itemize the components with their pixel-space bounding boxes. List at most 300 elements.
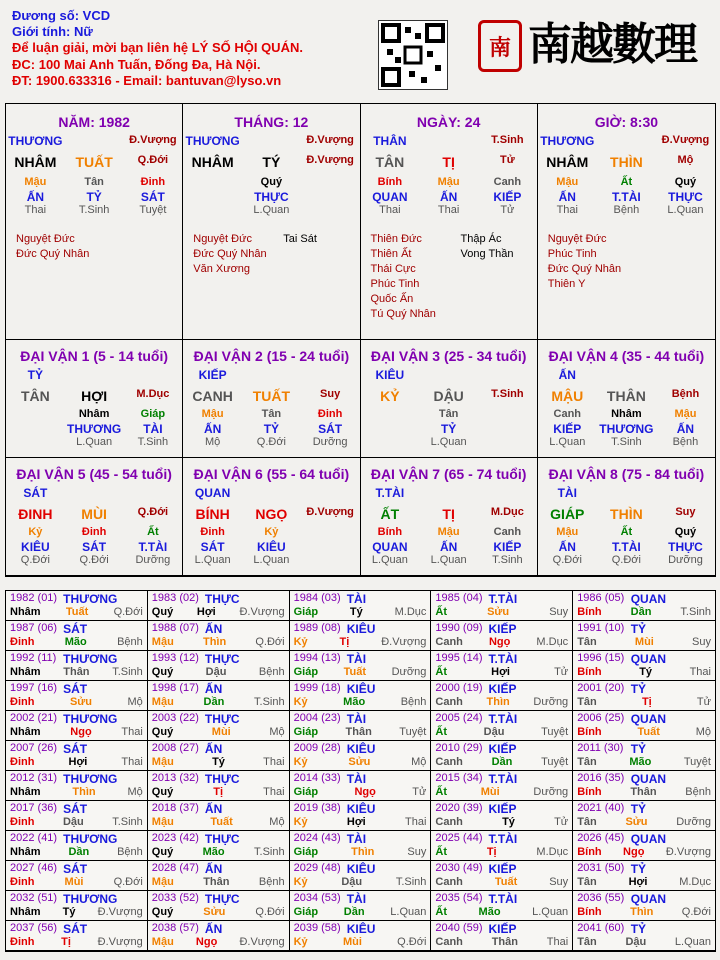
year-stem: Đinh — [10, 636, 35, 648]
pillar-stem-row — [361, 154, 537, 170]
branch-phase: M.Dục — [136, 388, 170, 400]
hidden-stem — [183, 176, 242, 190]
hidden-stem-row — [183, 176, 359, 190]
year-phase: Tử — [412, 786, 427, 798]
dai-van-stem-row — [538, 506, 715, 522]
hidden-phase: Dưỡng — [312, 436, 348, 448]
hidden-god-row — [361, 190, 537, 204]
year-god: THƯƠNG — [63, 832, 118, 846]
annual-top — [435, 622, 568, 636]
year-god: T.TÀI — [488, 712, 518, 726]
hidden-phase-row — [361, 436, 537, 450]
hidden-phase: Thai — [24, 204, 47, 216]
hidden-stem: Mậu — [674, 408, 697, 420]
year-stem: Giáp — [293, 846, 319, 858]
hidden-stem-row — [183, 526, 359, 540]
bad-stars — [461, 232, 514, 322]
year-branch: Sửu — [69, 696, 92, 708]
year-phase: T.Sinh — [395, 876, 427, 888]
year-branch: Tý — [502, 816, 515, 828]
hidden-god: SÁT — [200, 540, 225, 554]
year-god: THỰC — [204, 772, 240, 786]
hidden-stem-row — [6, 176, 182, 190]
hidden-phase: L.Quan — [253, 204, 290, 216]
year-phase: T.Sinh — [254, 846, 285, 858]
good-stars — [371, 232, 461, 322]
year-branch: Hợi — [346, 816, 366, 828]
earthly-branch: NGỌ — [255, 506, 288, 522]
heavenly-stem: TÂN — [375, 154, 405, 170]
year-branch: Dần — [491, 756, 513, 768]
annual-bottom — [152, 726, 285, 738]
good-star: Tú Quý Nhân — [370, 308, 436, 320]
year-phase: Q.Đới — [255, 636, 285, 648]
heavenly-stem: MẬU — [551, 388, 584, 404]
good-star: Đức Quý Nhân — [547, 263, 622, 275]
year-god: ẤN — [204, 862, 223, 876]
hidden-god: TỶ — [86, 190, 102, 204]
hidden-god-row — [183, 422, 359, 436]
year-stem: Mậu — [151, 756, 174, 768]
year-phase: Dưỡng — [533, 786, 569, 798]
good-stars — [193, 232, 283, 277]
dai-van-cell — [538, 458, 715, 576]
hidden-phase: L.Quan — [667, 204, 704, 216]
hidden-god: ẤN — [439, 540, 458, 554]
year-stem: Quý — [151, 726, 174, 738]
hidden-stem: Mậu — [437, 526, 460, 538]
hidden-stem-row — [538, 526, 715, 540]
year-phase: Thai — [263, 756, 285, 768]
hidden-stem: Mậu — [556, 176, 579, 188]
hidden-god-row — [183, 540, 359, 554]
ten-god-stem: THƯƠNG — [540, 134, 595, 148]
year-branch: Thân — [491, 936, 518, 948]
annual-top — [294, 712, 427, 726]
annual-cell — [290, 831, 432, 861]
year-god: ẤN — [204, 682, 223, 696]
year-stem: Giáp — [293, 906, 319, 918]
year-stem: Giáp — [293, 786, 319, 798]
contact-address: ĐC: 100 Mai Anh Tuấn, Đống Đa, Hà Nội. — [12, 56, 261, 72]
annual-top — [152, 652, 285, 666]
hidden-stem: Canh — [493, 526, 522, 538]
year-stem: Tân — [577, 876, 597, 888]
pillar-grid — [5, 103, 716, 577]
year-god: QUAN — [630, 832, 667, 846]
annual-cell — [573, 891, 715, 921]
hidden-phase — [183, 204, 242, 218]
good-star: Đức Quý Nhân — [16, 248, 90, 260]
earthly-branch: MÙI — [81, 506, 107, 522]
pillar-cell — [538, 104, 715, 340]
hidden-phase: L.Quan — [194, 554, 231, 566]
year-god: T.TÀI — [488, 832, 518, 846]
year-label: 1984 (03) — [293, 592, 341, 604]
year-god: THỰC — [204, 592, 240, 606]
pillar-top-row — [361, 134, 537, 148]
annual-cell — [148, 861, 290, 891]
annual-cell — [573, 651, 715, 681]
annual-bottom — [10, 726, 143, 738]
year-label: 2015 (34) — [435, 772, 483, 784]
year-branch: Thìn — [351, 846, 375, 858]
annual-top — [435, 742, 568, 756]
year-branch: Dần — [630, 606, 652, 618]
annual-top — [294, 892, 427, 906]
year-god: TÀI — [346, 592, 367, 606]
year-god: T.TÀI — [488, 592, 518, 606]
year-stem: Mậu — [151, 876, 174, 888]
annual-bottom — [577, 906, 711, 918]
annual-cell — [290, 711, 432, 741]
hidden-stem: Ất — [620, 176, 633, 188]
year-god: SÁT — [63, 862, 88, 876]
year-stem: Mậu — [151, 636, 174, 648]
year-phase: Q.Đới — [681, 906, 711, 918]
hidden-stem: Quý — [260, 176, 283, 188]
year-god: THƯƠNG — [63, 712, 118, 726]
year-god: QUAN — [630, 652, 667, 666]
annual-bottom — [10, 666, 143, 678]
hidden-phase — [361, 436, 420, 450]
annual-cell — [431, 711, 573, 741]
earthly-branch: TÝ — [262, 154, 281, 170]
annual-top — [577, 772, 711, 786]
dai-van-god: KIÊU — [375, 368, 405, 382]
hidden-stem: Tân — [261, 408, 282, 420]
year-phase: Tuyệt — [541, 726, 569, 738]
year-stem: Kỷ — [293, 876, 308, 888]
year-branch: Mùi — [634, 636, 654, 648]
year-stem: Đinh — [10, 756, 35, 768]
annual-top — [294, 862, 427, 876]
annual-top — [294, 652, 427, 666]
hidden-stem-row — [6, 408, 182, 422]
pillar-title: NGÀY: 24 — [416, 114, 481, 130]
year-branch: Tuất — [65, 606, 89, 618]
year-stem: Kỷ — [293, 936, 308, 948]
hidden-god-row — [6, 540, 182, 554]
hidden-god: TỶ — [263, 422, 280, 436]
hidden-phase-row — [361, 554, 537, 568]
dai-van-title: ĐẠI VẬN 5 (45 - 54 tuổi) — [16, 466, 172, 482]
annual-cell — [431, 921, 573, 951]
year-stem: Giáp — [293, 726, 319, 738]
year-label: 2035 (54) — [435, 892, 483, 904]
annual-bottom — [10, 846, 143, 858]
hidden-stem: Đinh — [317, 408, 343, 420]
annual-top — [10, 712, 143, 726]
year-god: TỶ — [630, 742, 647, 756]
hidden-god-row — [538, 190, 715, 204]
hidden-stem: Quý — [674, 176, 697, 188]
year-label: 2026 (45) — [577, 832, 625, 844]
hidden-stem: Đinh — [200, 526, 225, 538]
year-god: QUAN — [630, 892, 667, 906]
dai-van-god: TỶ — [27, 368, 44, 382]
annual-cell — [290, 651, 432, 681]
year-stem: Nhâm — [10, 846, 41, 858]
dai-van-cell — [183, 340, 360, 458]
year-label: 2039 (58) — [293, 922, 341, 934]
annual-cell — [573, 711, 715, 741]
year-label: 2040 (59) — [435, 922, 483, 934]
year-phase: Mộ — [269, 816, 285, 828]
year-god: TÀI — [346, 832, 367, 846]
annual-cell — [148, 831, 290, 861]
year-god: KIÊU — [346, 802, 376, 816]
year-stem: Ất — [435, 606, 447, 618]
year-branch: Mùi — [480, 786, 500, 798]
hidden-phase: Dưỡng — [135, 554, 171, 566]
hidden-phase: L.Quan — [430, 554, 467, 566]
hidden-stem: Mậu — [24, 176, 47, 188]
year-stem: Nhâm — [10, 666, 41, 678]
annual-bottom — [152, 816, 285, 828]
stem-phase: Đ.Vượng — [129, 134, 177, 146]
annual-top — [152, 832, 285, 846]
year-god: KIẾP — [488, 802, 517, 816]
branch-phase: Mộ — [677, 154, 694, 166]
annual-cell — [573, 921, 715, 951]
annual-cell — [290, 861, 432, 891]
annual-top — [10, 742, 143, 756]
year-god: KIẾP — [488, 622, 517, 636]
pillar-top-row — [183, 134, 359, 148]
year-branch: Thìn — [72, 786, 96, 798]
year-label: 1999 (18) — [293, 682, 341, 694]
annual-top — [10, 772, 143, 786]
hidden-god: KIÊU — [257, 540, 286, 554]
annual-top — [435, 772, 568, 786]
annual-cell — [573, 861, 715, 891]
year-branch: Thân — [203, 876, 230, 888]
annual-cell — [148, 741, 290, 771]
hidden-phase — [301, 554, 360, 568]
hidden-stem: Kỷ — [264, 526, 279, 538]
hidden-phase: Bệnh — [613, 204, 640, 216]
year-label: 2014 (33) — [293, 772, 341, 784]
hidden-phase-row — [183, 554, 359, 568]
year-branch: Thân — [345, 726, 372, 738]
year-god: THƯƠNG — [63, 772, 118, 786]
hidden-stem-row — [361, 408, 537, 422]
year-stem: Tân — [577, 816, 597, 828]
annual-bottom — [294, 636, 427, 648]
good-star: Văn Xương — [193, 263, 251, 275]
annual-top — [152, 682, 285, 696]
dai-van-title: ĐẠI VẬN 3 (25 - 34 tuổi) — [370, 348, 527, 364]
ten-god-stem: THÂN — [373, 134, 407, 148]
year-label: 2001 (20) — [577, 682, 625, 694]
dai-van-god: SÁT — [23, 486, 48, 500]
hidden-god — [301, 540, 360, 554]
brand-seal-logo: 南 — [478, 20, 522, 72]
year-branch: Sửu — [625, 816, 648, 828]
year-branch: Mão — [478, 906, 501, 918]
annual-cell — [6, 651, 148, 681]
annual-top — [10, 832, 143, 846]
annual-cell — [431, 891, 573, 921]
year-stem: Nhâm — [10, 786, 41, 798]
year-stem: Ất — [435, 846, 447, 858]
annual-bottom — [294, 606, 427, 618]
year-label: 2006 (25) — [577, 712, 625, 724]
annual-cell — [6, 861, 148, 891]
stars-block — [183, 232, 359, 277]
good-stars — [548, 232, 638, 292]
hidden-stem — [6, 408, 65, 422]
hidden-stem-row — [361, 176, 537, 190]
year-stem: Đinh — [10, 816, 35, 828]
year-label: 2008 (27) — [151, 742, 199, 754]
year-branch: Mùi — [342, 936, 362, 948]
hidden-stem: Bính — [377, 176, 403, 188]
hidden-god-row — [361, 422, 537, 436]
dai-van-cell — [361, 340, 538, 458]
year-stem: Ất — [435, 786, 447, 798]
annual-cell — [290, 681, 432, 711]
year-phase: T.Sinh — [112, 666, 143, 678]
hidden-god: KIẾP — [553, 422, 582, 436]
annual-bottom — [577, 756, 711, 768]
year-god: KIÊU — [346, 862, 376, 876]
year-phase: Q.Đới — [113, 876, 143, 888]
pillar-top-row — [6, 134, 182, 148]
annual-bottom — [152, 906, 285, 918]
stem-phase: Đ.Vượng — [661, 134, 710, 146]
heavenly-stem: NHÂM — [191, 154, 234, 170]
annual-top — [152, 862, 285, 876]
year-god: THỰC — [204, 712, 240, 726]
year-stem: Canh — [435, 756, 463, 768]
dai-van-title: ĐẠI VẬN 8 (75 - 84 tuổi) — [548, 466, 705, 482]
year-branch: Dần — [68, 846, 90, 858]
annual-top — [435, 922, 568, 936]
good-stars — [16, 232, 106, 262]
year-label: 2013 (32) — [151, 772, 199, 784]
annual-top — [10, 892, 143, 906]
year-phase: T.Sinh — [254, 696, 285, 708]
annual-bottom — [152, 606, 285, 618]
annual-top — [577, 922, 711, 936]
hidden-stem: Mậu — [437, 176, 460, 188]
year-label: 2010 (29) — [435, 742, 483, 754]
earthly-branch: TUẤT — [75, 154, 113, 170]
hidden-phase-row — [6, 554, 182, 568]
annual-top — [435, 682, 568, 696]
year-phase: Thai — [121, 726, 143, 738]
year-phase: M.Dục — [536, 636, 569, 648]
annual-bottom — [577, 786, 711, 798]
heavenly-stem: BÍNH — [195, 506, 230, 522]
qr-code-icon — [378, 20, 448, 90]
year-branch: Ngọ — [488, 636, 511, 648]
good-star: Nguyệt Đức — [547, 233, 607, 245]
annual-grid — [5, 590, 716, 952]
year-god: QUAN — [630, 772, 667, 786]
year-label: 1990 (09) — [435, 622, 483, 634]
annual-bottom — [294, 696, 427, 708]
year-phase: Đ.Vượng — [97, 906, 143, 918]
heavenly-stem: NHÂM — [546, 154, 589, 170]
hidden-phase: Q.Đới — [79, 554, 109, 566]
hidden-god: QUAN — [372, 190, 408, 204]
year-god: KIÊU — [346, 742, 376, 756]
year-god: SÁT — [63, 742, 88, 756]
year-phase: Tử — [554, 666, 569, 678]
year-phase: M.Dục — [679, 876, 711, 888]
annual-bottom — [152, 846, 285, 858]
hidden-god — [478, 422, 537, 436]
year-phase: Mộ — [127, 696, 143, 708]
year-label: 1998 (17) — [151, 682, 199, 694]
annual-top — [152, 742, 285, 756]
year-branch: Hợi — [196, 606, 216, 618]
year-phase: L.Quan — [532, 906, 569, 918]
hidden-stem-row — [361, 526, 537, 540]
year-branch: Thân — [630, 786, 657, 798]
year-phase: Mộ — [269, 726, 285, 738]
year-branch: Thìn — [630, 906, 654, 918]
year-phase: Đ.Vượng — [239, 606, 285, 618]
year-stem: Giáp — [293, 666, 319, 678]
year-stem: Đinh — [10, 696, 35, 708]
annual-cell — [573, 591, 715, 621]
hidden-phase: T.Sinh — [492, 554, 523, 566]
year-branch: Tý — [212, 756, 225, 768]
hidden-god: TỶ — [440, 422, 457, 436]
annual-bottom — [10, 756, 143, 768]
year-label: 1991 (10) — [577, 622, 625, 634]
year-branch: Tị — [213, 786, 224, 798]
subject-gender: Giới tính: Nữ — [12, 24, 93, 40]
dai-van-cell — [183, 458, 360, 576]
branch-phase: Suy — [320, 388, 341, 400]
annual-top — [152, 712, 285, 726]
hidden-stem-row — [183, 408, 359, 422]
year-phase: Q.Đới — [255, 906, 285, 918]
annual-bottom — [435, 786, 568, 798]
annual-cell — [431, 771, 573, 801]
hidden-phase: L.Quan — [430, 436, 467, 448]
hidden-stem-row — [538, 176, 715, 190]
hidden-stem: Giáp — [140, 408, 166, 420]
dai-van-stem-row — [183, 506, 359, 522]
year-phase: Thai — [404, 816, 427, 828]
year-god: KIẾP — [488, 922, 517, 936]
dai-van-stem-row — [183, 388, 359, 404]
year-phase: Mộ — [411, 756, 427, 768]
year-label: 1997 (16) — [10, 682, 58, 694]
year-god: TỶ — [630, 922, 647, 936]
year-phase: Tử — [554, 816, 569, 828]
contact-phone-email: ĐT: 1900.633316 - Email: bantuvan@lyso.vn — [12, 72, 282, 88]
year-label: 2037 (56) — [10, 922, 58, 934]
year-branch: Sửu — [203, 906, 226, 918]
hidden-phase: Q.Đới — [611, 554, 641, 566]
hidden-phase: Q.Đới — [552, 554, 582, 566]
year-label: 2018 (37) — [151, 802, 199, 814]
year-branch: Ngọ — [195, 936, 218, 948]
hidden-god: SÁT — [82, 540, 107, 554]
annual-bottom — [435, 936, 568, 948]
annual-bottom — [435, 666, 568, 678]
annual-top — [577, 742, 711, 756]
year-god: TỶ — [630, 622, 647, 636]
year-branch: Hợi — [491, 666, 510, 678]
